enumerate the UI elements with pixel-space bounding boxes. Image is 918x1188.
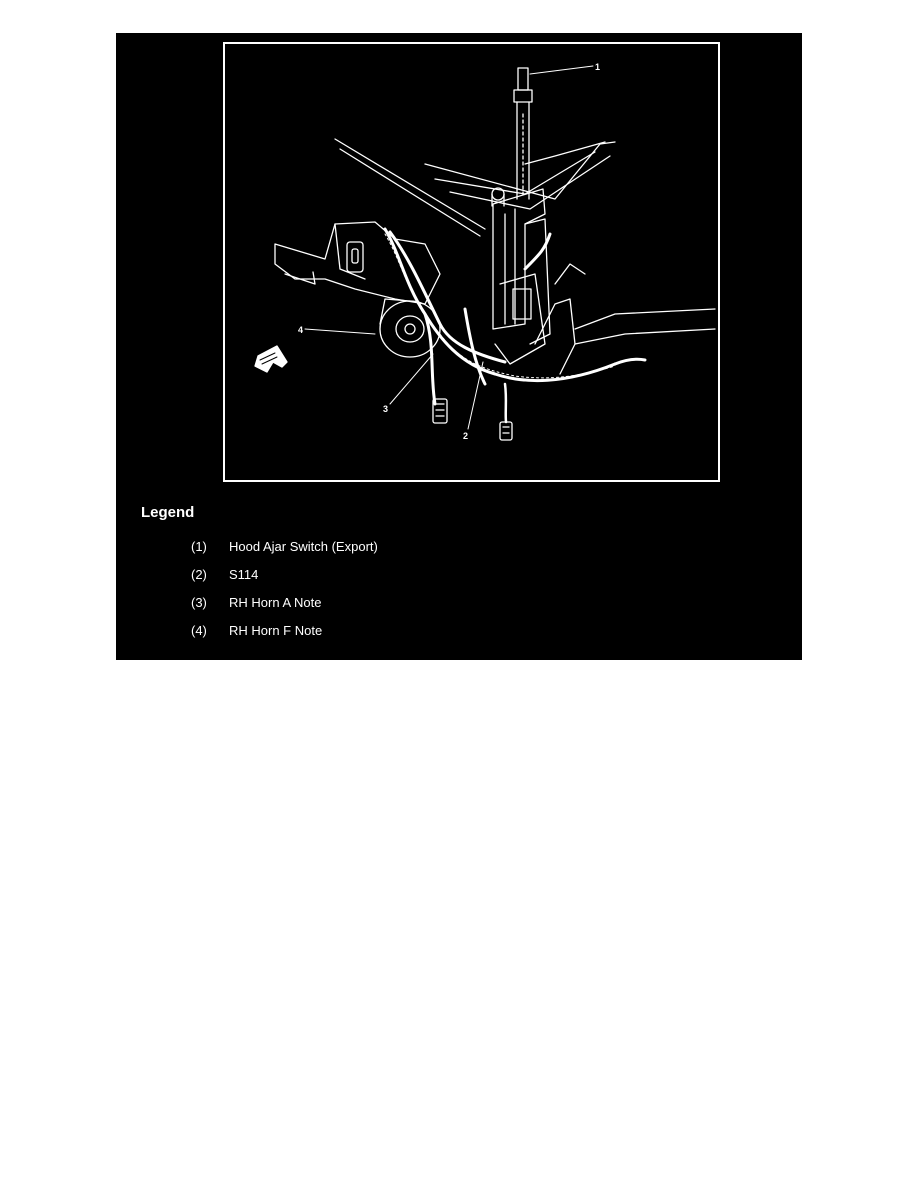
callout-1: 1 xyxy=(595,62,601,72)
connector-right xyxy=(500,384,512,440)
leader-lines xyxy=(305,66,593,429)
hood-outline xyxy=(335,139,615,236)
callout-2: 2 xyxy=(463,431,469,441)
lower-frame xyxy=(535,264,715,374)
legend-item-text: RH Horn A Note xyxy=(229,595,322,610)
legend-item-number: (3) xyxy=(191,595,207,610)
illustration-frame xyxy=(223,42,720,482)
legend-item-text: Hood Ajar Switch (Export) xyxy=(229,539,378,554)
legend-item-number: (4) xyxy=(191,623,207,638)
fender-bracket xyxy=(275,222,440,304)
legend-item-number: (2) xyxy=(191,567,207,582)
hood-wiring-illustration xyxy=(225,44,718,480)
diagram-panel xyxy=(116,33,802,660)
legend-title: Legend xyxy=(141,504,195,521)
legend-item-text: RH Horn F Note xyxy=(229,623,323,638)
legend-item-text: S114 xyxy=(229,567,259,582)
callout-4: 4 xyxy=(298,325,304,335)
legend-item-number: (1) xyxy=(191,539,207,554)
hood-ajar-switch xyxy=(514,68,532,199)
front-arrow-icon xyxy=(255,346,287,372)
radiator-support xyxy=(492,188,550,364)
callout-3: 3 xyxy=(383,404,389,414)
